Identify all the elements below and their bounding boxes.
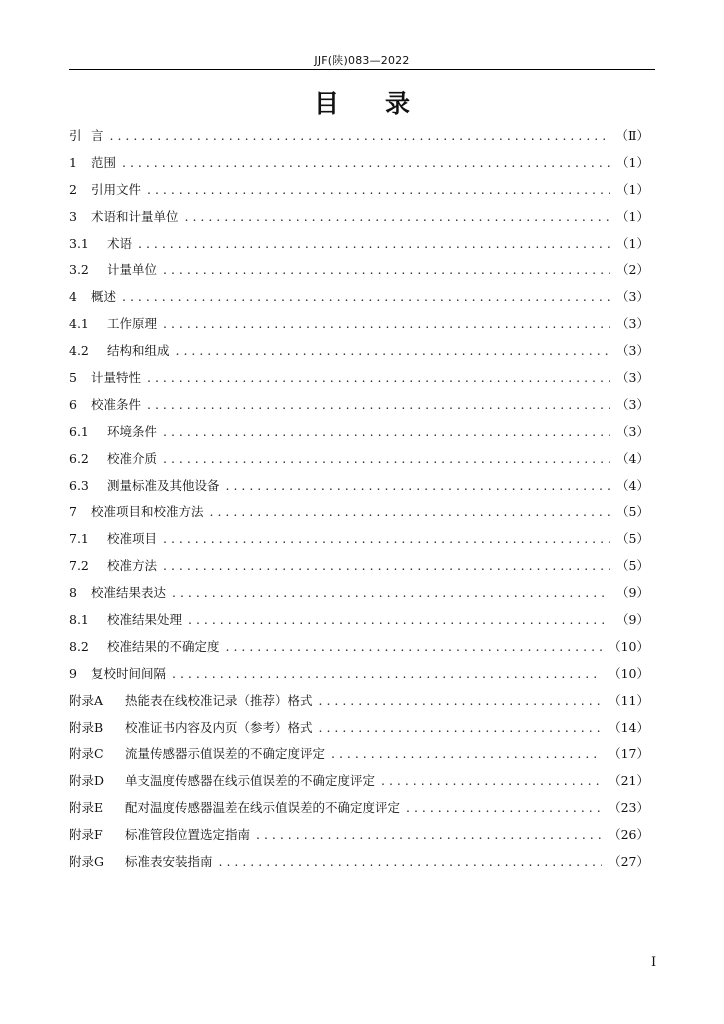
toc-entry-number: 3 xyxy=(69,208,77,224)
toc-entry-number: 附录A xyxy=(69,692,104,708)
toc-dot-leader xyxy=(210,499,611,526)
toc-entry-title: 校准结果的不确定度 xyxy=(107,638,220,654)
toc-entry[interactable] xyxy=(69,768,649,795)
toc-entry-page: （10） xyxy=(608,665,649,681)
toc-entry[interactable] xyxy=(69,849,649,876)
toc-entry-number: 8 xyxy=(69,585,77,601)
toc-entry[interactable] xyxy=(69,365,649,392)
toc-entry-page: （3） xyxy=(616,289,649,305)
toc-dot-leader xyxy=(319,715,603,742)
toc-entry-number: 引 xyxy=(69,128,82,143)
toc-entry-number: 7.1 xyxy=(69,531,89,547)
toc-dot-leader xyxy=(381,768,602,795)
toc-entry-page: （4） xyxy=(616,477,649,493)
toc-entry[interactable] xyxy=(69,688,649,715)
toc-entry-number: 4 xyxy=(69,289,77,305)
toc-dot-leader xyxy=(122,150,610,177)
toc-dot-leader xyxy=(226,634,603,661)
toc-entry-page: （17） xyxy=(608,746,649,762)
toc-entry-title: 校准结果表达 xyxy=(91,585,167,601)
toc-entry[interactable] xyxy=(69,499,649,526)
toc-entry-title: 标准表安装指南 xyxy=(125,854,213,870)
toc-entry-page: （1） xyxy=(616,154,649,170)
toc-dot-leader xyxy=(226,473,611,500)
toc-entry-title: 测量标准及其他设备 xyxy=(107,477,220,493)
toc-entry-page: （3） xyxy=(616,316,649,332)
toc-dot-leader xyxy=(319,688,603,715)
toc-entry[interactable] xyxy=(69,204,649,231)
toc-dot-leader xyxy=(163,446,610,473)
toc-entry[interactable] xyxy=(69,715,649,742)
toc-entry[interactable] xyxy=(69,473,649,500)
toc-entry-page: （27） xyxy=(608,854,649,870)
toc-dot-leader xyxy=(163,257,610,284)
toc-entry[interactable] xyxy=(69,177,649,204)
toc-entry-title: 引用文件 xyxy=(91,181,142,197)
toc-entry-page: （9） xyxy=(616,585,649,601)
toc-entry[interactable] xyxy=(69,231,649,258)
toc-entry[interactable] xyxy=(69,822,649,849)
toc-entry-page: （10） xyxy=(608,638,649,654)
toc-entry-number: 附录F xyxy=(69,827,103,843)
toc-entry[interactable] xyxy=(69,392,649,419)
toc-dot-leader xyxy=(110,123,610,150)
toc-entry-title: 术语和计量单位 xyxy=(91,208,179,224)
toc-entry-page: （3） xyxy=(616,370,649,386)
toc-entry-number: 6.2 xyxy=(69,450,89,466)
toc-entry-number: 附录B xyxy=(69,719,104,735)
toc-dot-leader xyxy=(188,607,610,634)
toc-entry[interactable] xyxy=(69,123,649,150)
toc-dot-leader xyxy=(331,741,602,768)
toc-entry-number: 3.1 xyxy=(69,235,89,251)
toc-entry-title: 校准项目和校准方法 xyxy=(91,504,204,520)
toc-entry[interactable] xyxy=(69,284,649,311)
toc-entry-page: （5） xyxy=(616,558,649,574)
toc-entry-number: 7.2 xyxy=(69,558,89,574)
toc-dot-leader xyxy=(138,231,610,258)
toc-entry-number: 附录E xyxy=(69,800,104,816)
toc-entry-title: 术语 xyxy=(107,235,133,251)
table-of-contents xyxy=(69,123,649,876)
toc-entry-number: 6.3 xyxy=(69,477,89,493)
toc-entry[interactable] xyxy=(69,526,649,553)
toc-entry-page: （26） xyxy=(608,827,649,843)
toc-entry-page: （2） xyxy=(616,262,649,278)
toc-entry-number: 9 xyxy=(69,665,77,681)
toc-entry-title: 单支温度传感器在线示值误差的不确定度评定 xyxy=(125,773,376,789)
toc-entry-number: 附录C xyxy=(69,746,104,762)
toc-entry-number: 附录D xyxy=(69,773,105,789)
toc-entry-number: 附录G xyxy=(69,854,104,870)
toc-entry-title: 环境条件 xyxy=(107,423,158,439)
toc-entry-number: 2 xyxy=(69,181,77,197)
toc-entry-number: 6 xyxy=(69,396,77,412)
page-title: 目录 xyxy=(313,89,456,118)
toc-entry-page: （23） xyxy=(608,800,649,816)
toc-entry[interactable] xyxy=(69,795,649,822)
toc-dot-leader xyxy=(163,311,610,338)
toc-entry-title: 校准证书内容及内页（参考）格式 xyxy=(125,719,313,735)
toc-entry-page: （1） xyxy=(616,208,649,224)
toc-dot-leader xyxy=(256,822,602,849)
toc-entry-page: （5） xyxy=(616,531,649,547)
toc-entry-number: 7 xyxy=(69,504,77,520)
toc-entry-number: 6.1 xyxy=(69,423,89,439)
toc-entry-title: 配对温度传感器温差在线示值误差的不确定度评定 xyxy=(125,800,401,816)
toc-entry[interactable] xyxy=(69,607,649,634)
toc-entry-page: （3） xyxy=(616,396,649,412)
toc-entry-title: 校准条件 xyxy=(91,396,142,412)
toc-dot-leader xyxy=(176,338,611,365)
toc-entry-title: 校准结果处理 xyxy=(107,612,183,628)
toc-entry-page: （Ⅱ） xyxy=(615,128,649,143)
toc-entry-number: 5 xyxy=(69,370,77,386)
toc-dot-leader xyxy=(406,795,602,822)
toc-entry[interactable] xyxy=(69,741,649,768)
toc-entry-title: 言 xyxy=(91,128,104,143)
toc-entry[interactable] xyxy=(69,661,649,688)
toc-entry[interactable] xyxy=(69,338,649,365)
toc-dot-leader xyxy=(172,580,610,607)
toc-entry-title: 范围 xyxy=(91,154,117,170)
toc-entry-title: 计量单位 xyxy=(107,262,158,278)
toc-entry-title: 热能表在线校准记录（推荐）格式 xyxy=(125,692,313,708)
toc-dot-leader xyxy=(163,553,610,580)
toc-entry-page: （4） xyxy=(616,450,649,466)
document-code-header: JJF(陕)083—2022 xyxy=(314,54,410,67)
toc-entry[interactable] xyxy=(69,446,649,473)
toc-entry-title: 校准介质 xyxy=(107,450,158,466)
toc-entry[interactable] xyxy=(69,257,649,284)
toc-entry-title: 标准管段位置选定指南 xyxy=(125,827,251,843)
toc-entry-page: （1） xyxy=(616,235,649,251)
toc-entry[interactable] xyxy=(69,419,649,446)
header-divider xyxy=(69,69,655,70)
toc-entry-number: 3.2 xyxy=(69,262,89,278)
toc-dot-leader xyxy=(219,849,603,876)
page-number: I xyxy=(651,955,657,970)
toc-dot-leader xyxy=(147,365,610,392)
toc-entry-title: 校准方法 xyxy=(107,558,158,574)
toc-entry-title: 流量传感器示值误差的不确定度评定 xyxy=(125,746,326,762)
toc-entry[interactable] xyxy=(69,311,649,338)
toc-dot-leader xyxy=(147,177,610,204)
toc-entry-number: 4.1 xyxy=(69,316,89,332)
toc-dot-leader xyxy=(122,284,610,311)
toc-dot-leader xyxy=(147,392,610,419)
toc-entry[interactable] xyxy=(69,150,649,177)
toc-dot-leader xyxy=(172,661,602,688)
toc-entry-title: 工作原理 xyxy=(107,316,158,332)
toc-dot-leader xyxy=(185,204,611,231)
toc-entry[interactable] xyxy=(69,580,649,607)
toc-entry-page: （21） xyxy=(608,773,649,789)
toc-entry[interactable] xyxy=(69,634,649,661)
toc-entry-title: 复校时间间隔 xyxy=(91,665,167,681)
toc-entry-page: （14） xyxy=(608,719,649,735)
toc-entry-number: 4.2 xyxy=(69,343,89,359)
toc-dot-leader xyxy=(163,419,610,446)
toc-entry-number: 8.2 xyxy=(69,638,89,654)
toc-entry-title: 概述 xyxy=(91,289,117,305)
toc-entry-number: 8.1 xyxy=(69,612,89,628)
toc-entry[interactable] xyxy=(69,553,649,580)
toc-entry-number: 1 xyxy=(69,154,77,170)
toc-entry-page: （1） xyxy=(616,181,649,197)
toc-entry-page: （5） xyxy=(616,504,649,520)
toc-entry-title: 校准项目 xyxy=(107,531,158,547)
toc-dot-leader xyxy=(163,526,610,553)
toc-entry-page: （11） xyxy=(608,692,649,708)
toc-entry-page: （9） xyxy=(616,612,649,628)
toc-entry-page: （3） xyxy=(616,343,649,359)
toc-entry-page: （3） xyxy=(616,423,649,439)
toc-entry-title: 结构和组成 xyxy=(107,343,170,359)
toc-entry-title: 计量特性 xyxy=(91,370,142,386)
